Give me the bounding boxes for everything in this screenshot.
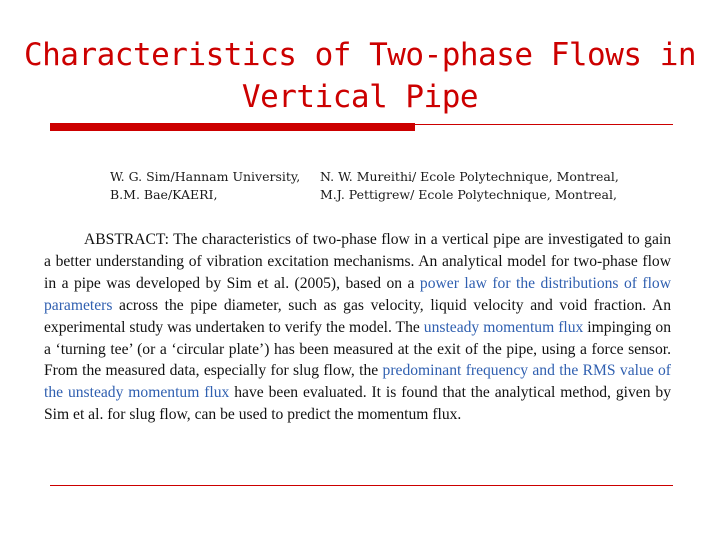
abstract-paragraph xyxy=(44,229,671,426)
author-bae: B.M. Bae/KAERI, xyxy=(110,187,218,202)
abstract-highlight-frequency-rms: predominant frequency and the RMS value of the unsteady momentum flux xyxy=(44,362,671,402)
authors-right xyxy=(320,168,619,204)
author-pettigrew: M.J. Pettigrew/ Ecole Polytechnique, Montreal, xyxy=(320,187,617,202)
author-sim: W. G. Sim/Hannam University, xyxy=(110,169,301,184)
abstract-text-2: across the pipe diameter, such as gas velocity, liquid velocity and void fraction. An experimental study was undertaken to verify the model. The xyxy=(44,296,671,336)
slide-title xyxy=(20,34,700,118)
authors-left xyxy=(110,168,300,204)
bottom-divider xyxy=(50,485,673,486)
abstract-highlight-momentum-flux: unsteady momentum flux xyxy=(423,318,584,336)
title-underline-thin xyxy=(415,124,673,125)
author-mureithi: N. W. Mureithi/ Ecole Polytechnique, Montreal, xyxy=(320,169,619,184)
title-underline-thick xyxy=(50,123,415,131)
abstract-text-4: have been evaluated. It is found that the analytical method, given by Sim et al. for slug flow, can be used to predict the momentum flux. xyxy=(44,384,671,424)
slide-title-line-2: Vertical Pipe xyxy=(241,79,479,115)
slide-title-line-1: Characteristics of Two-phase Flows in xyxy=(23,37,697,73)
abstract-text-3: impinging on a ‘turning tee’ (or a ‘circular plate’) has been measured at the exit of the pipe, using a force sensor. From the measured data, especially for slug flow, the xyxy=(44,318,671,380)
abstract-highlight-power-law: power law for the distributions of flow parameters xyxy=(44,274,671,314)
abstract-text-1: ABSTRACT: The characteristics of two-phase flow in a vertical pipe are investigated to gain a better understanding of vibration excitation mechanisms. An analytical model for two-phase flow in a pipe was developed by Sim et al. (2005), based on a xyxy=(44,231,671,292)
